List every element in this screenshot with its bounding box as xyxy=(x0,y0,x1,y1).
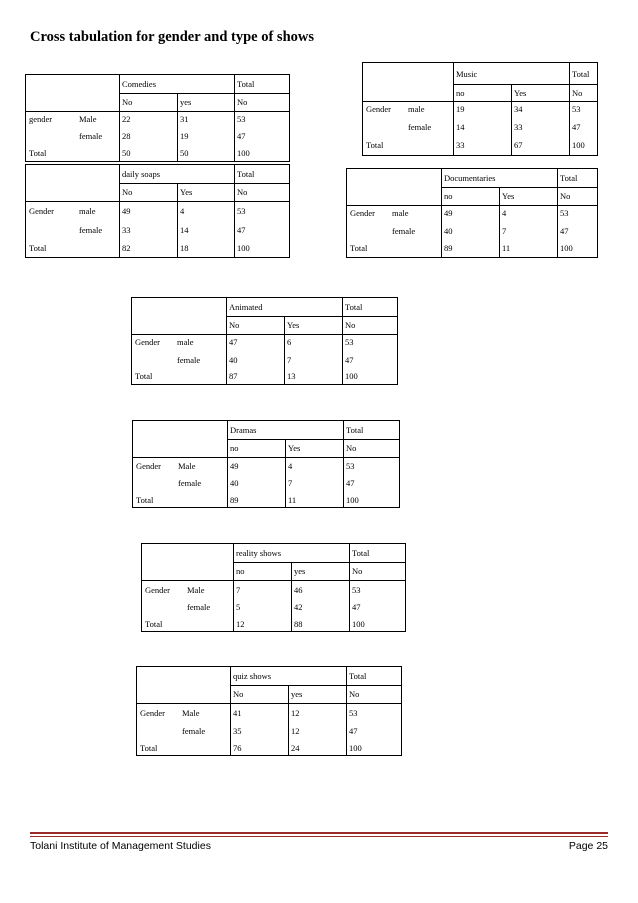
yes-divider xyxy=(291,562,292,631)
row-female-label: female xyxy=(408,122,432,132)
crosstab-animated xyxy=(131,297,398,385)
row-female-label: female xyxy=(182,726,206,736)
total-cell: 24 xyxy=(291,743,300,753)
category-label: Documentaries xyxy=(444,173,496,183)
female-cell: 14 xyxy=(456,122,465,132)
row-total-label: Total xyxy=(366,140,384,150)
stub-divider xyxy=(226,298,227,384)
col-no: No xyxy=(122,97,133,107)
row-total-label: Total xyxy=(29,148,47,158)
yes-divider xyxy=(177,93,178,161)
stub-divider xyxy=(441,169,442,257)
total-cell: 100 xyxy=(346,495,359,505)
total-cell: 87 xyxy=(229,371,238,381)
total-label: Total xyxy=(560,173,578,183)
header-rule xyxy=(119,93,289,94)
total-cell: 13 xyxy=(287,371,296,381)
total-cell: 11 xyxy=(502,243,511,253)
total-label: Total xyxy=(349,671,367,681)
female-cell: 7 xyxy=(502,226,507,236)
col-no: no xyxy=(444,191,453,201)
total-cell: 76 xyxy=(233,743,242,753)
crosstab-daily-soaps xyxy=(25,164,290,258)
female-cell: 47 xyxy=(560,226,569,236)
female-cell: 40 xyxy=(229,355,238,365)
row-total-label: Total xyxy=(140,743,158,753)
row-group-label: Gender xyxy=(135,337,161,347)
male-cell: 49 xyxy=(444,208,453,218)
row-male-label: male xyxy=(177,337,194,347)
row-male-label: male xyxy=(408,104,425,114)
male-cell: 53 xyxy=(237,206,246,216)
col-yes: Yes xyxy=(287,320,300,330)
header-rule xyxy=(453,84,597,85)
total-cell: 100 xyxy=(349,743,362,753)
total-divider xyxy=(557,169,558,257)
female-cell: 7 xyxy=(287,355,292,365)
total-cell: 100 xyxy=(352,619,365,629)
col-yes: yes xyxy=(291,689,303,699)
header-bottom-rule xyxy=(347,205,597,206)
page-title: Cross tabulation for gender and type of shows xyxy=(30,29,314,45)
total-divider xyxy=(234,75,235,161)
total-cell: 89 xyxy=(444,243,453,253)
header-rule xyxy=(233,562,405,563)
total-label: Total xyxy=(345,302,363,312)
female-cell: 40 xyxy=(444,226,453,236)
male-cell: 41 xyxy=(233,708,242,718)
col-yes: Yes xyxy=(502,191,515,201)
col-no: no xyxy=(230,443,239,453)
col-total-no: No xyxy=(345,320,356,330)
footer-page-number: Page 25 xyxy=(568,840,608,852)
female-cell: 47 xyxy=(346,478,355,488)
male-cell: 19 xyxy=(456,104,465,114)
col-total-no: No xyxy=(237,97,248,107)
col-total-no: No xyxy=(352,566,363,576)
total-cell: 12 xyxy=(236,619,245,629)
female-cell: 5 xyxy=(236,602,241,612)
footer-rule-thin xyxy=(30,836,608,837)
row-female-label: female xyxy=(79,225,103,235)
female-cell: 7 xyxy=(288,478,293,488)
female-cell: 42 xyxy=(294,602,303,612)
female-cell: 47 xyxy=(349,726,358,736)
row-female-label: female xyxy=(187,602,211,612)
stub-divider xyxy=(119,165,120,257)
total-divider xyxy=(569,63,570,155)
row-female-label: female xyxy=(392,226,416,236)
yes-divider xyxy=(285,439,286,507)
total-cell: 18 xyxy=(180,243,189,253)
crosstab-reality-shows xyxy=(141,543,406,632)
col-no: No xyxy=(122,187,133,197)
col-no: no xyxy=(236,566,245,576)
crosstab-quiz-shows xyxy=(136,666,402,756)
yes-divider xyxy=(511,84,512,155)
footer-rule xyxy=(30,832,608,834)
male-cell: 53 xyxy=(237,114,246,124)
header-rule xyxy=(119,183,289,184)
female-cell: 28 xyxy=(122,131,131,141)
female-cell: 47 xyxy=(572,122,581,132)
male-cell: 53 xyxy=(346,461,355,471)
male-cell: 12 xyxy=(291,708,300,718)
male-cell: 53 xyxy=(560,208,569,218)
col-yes: Yes xyxy=(180,187,193,197)
stub-divider xyxy=(230,667,231,755)
header-bottom-rule xyxy=(132,334,397,335)
female-cell: 40 xyxy=(230,478,239,488)
header-bottom-rule xyxy=(26,111,289,112)
male-cell: 49 xyxy=(122,206,131,216)
category-label: Comedies xyxy=(122,79,156,89)
col-total-no: No xyxy=(349,689,360,699)
row-group-label: Gender xyxy=(350,208,376,218)
female-cell: 14 xyxy=(180,225,189,235)
total-cell: 11 xyxy=(288,495,297,505)
total-label: Total xyxy=(352,548,370,558)
row-group-label: gender xyxy=(29,114,53,124)
crosstab-music xyxy=(362,62,598,156)
total-label: Total xyxy=(237,79,255,89)
male-cell: 4 xyxy=(180,206,185,216)
col-yes: yes xyxy=(180,97,192,107)
header-bottom-rule xyxy=(133,457,399,458)
total-cell: 100 xyxy=(560,243,573,253)
col-total-no: No xyxy=(572,88,583,98)
row-male-label: male xyxy=(392,208,409,218)
total-cell: 33 xyxy=(456,140,465,150)
row-male-label: Male xyxy=(187,585,205,595)
col-total-no: No xyxy=(560,191,571,201)
row-male-label: Male xyxy=(178,461,196,471)
total-cell: 100 xyxy=(237,148,250,158)
total-divider xyxy=(342,298,343,384)
male-cell: 7 xyxy=(236,585,241,595)
row-female-label: female xyxy=(79,131,103,141)
total-label: Total xyxy=(237,169,255,179)
row-group-label: Gender xyxy=(140,708,166,718)
male-cell: 53 xyxy=(352,585,361,595)
yes-divider xyxy=(177,183,178,257)
header-rule xyxy=(227,439,399,440)
male-cell: 4 xyxy=(502,208,507,218)
total-divider xyxy=(346,667,347,755)
row-total-label: Total xyxy=(29,243,47,253)
yes-divider xyxy=(288,685,289,755)
header-bottom-rule xyxy=(142,580,405,581)
col-total-no: No xyxy=(346,443,357,453)
header-bottom-rule xyxy=(363,101,597,102)
female-cell: 33 xyxy=(122,225,131,235)
total-cell: 89 xyxy=(230,495,239,505)
total-cell: 67 xyxy=(514,140,523,150)
male-cell: 49 xyxy=(230,461,239,471)
crosstab-dramas xyxy=(132,420,400,508)
total-label: Total xyxy=(346,425,364,435)
col-total-no: No xyxy=(237,187,248,197)
female-cell: 47 xyxy=(352,602,361,612)
header-rule xyxy=(230,685,401,686)
male-cell: 53 xyxy=(349,708,358,718)
female-cell: 33 xyxy=(514,122,523,132)
row-female-label: female xyxy=(178,478,202,488)
row-male-label: Male xyxy=(182,708,200,718)
row-total-label: Total xyxy=(135,371,153,381)
row-male-label: Male xyxy=(79,114,97,124)
col-no: No xyxy=(233,689,244,699)
male-cell: 34 xyxy=(514,104,523,114)
male-cell: 22 xyxy=(122,114,131,124)
total-cell: 100 xyxy=(345,371,358,381)
stub-divider xyxy=(233,544,234,631)
total-divider xyxy=(343,421,344,507)
total-cell: 100 xyxy=(237,243,250,253)
col-yes: yes xyxy=(294,566,306,576)
col-yes: Yes xyxy=(288,443,301,453)
male-cell: 47 xyxy=(229,337,238,347)
total-label: Total xyxy=(572,69,590,79)
category-label: Animated xyxy=(229,302,263,312)
female-cell: 47 xyxy=(345,355,354,365)
header-bottom-rule xyxy=(26,201,289,202)
total-cell: 82 xyxy=(122,243,131,253)
header-rule xyxy=(226,316,397,317)
row-total-label: Total xyxy=(350,243,368,253)
row-total-label: Total xyxy=(145,619,163,629)
male-cell: 4 xyxy=(288,461,293,471)
total-divider xyxy=(234,165,235,257)
row-group-label: Gender xyxy=(29,206,55,216)
total-divider xyxy=(349,544,350,631)
col-no: no xyxy=(456,88,465,98)
header-bottom-rule xyxy=(137,703,401,704)
female-cell: 35 xyxy=(233,726,242,736)
stub-divider xyxy=(227,421,228,507)
category-label: Music xyxy=(456,69,478,79)
stub-divider xyxy=(119,75,120,161)
category-label: quiz shows xyxy=(233,671,272,681)
row-group-label: Gender xyxy=(366,104,392,114)
row-male-label: male xyxy=(79,206,96,216)
category-label: reality shows xyxy=(236,548,282,558)
total-cell: 50 xyxy=(122,148,131,158)
stub-divider xyxy=(453,63,454,155)
crosstab-documentaries xyxy=(346,168,598,258)
row-group-label: Gender xyxy=(145,585,171,595)
female-cell: 19 xyxy=(180,131,189,141)
total-cell: 88 xyxy=(294,619,303,629)
col-yes: Yes xyxy=(514,88,527,98)
header-rule xyxy=(441,187,597,188)
male-cell: 53 xyxy=(572,104,581,114)
male-cell: 6 xyxy=(287,337,292,347)
category-label: daily soaps xyxy=(122,169,161,179)
female-cell: 12 xyxy=(291,726,300,736)
yes-divider xyxy=(499,187,500,257)
male-cell: 46 xyxy=(294,585,303,595)
male-cell: 53 xyxy=(345,337,354,347)
col-no: No xyxy=(229,320,240,330)
total-cell: 100 xyxy=(572,140,585,150)
crosstab-comedies xyxy=(25,74,290,162)
female-cell: 47 xyxy=(237,225,246,235)
male-cell: 31 xyxy=(180,114,189,124)
yes-divider xyxy=(284,316,285,384)
footer-institute: Tolani Institute of Management Studies xyxy=(30,840,211,852)
total-cell: 50 xyxy=(180,148,189,158)
row-female-label: female xyxy=(177,355,201,365)
row-total-label: Total xyxy=(136,495,154,505)
row-group-label: Gender xyxy=(136,461,162,471)
female-cell: 47 xyxy=(237,131,246,141)
category-label: Dramas xyxy=(230,425,257,435)
